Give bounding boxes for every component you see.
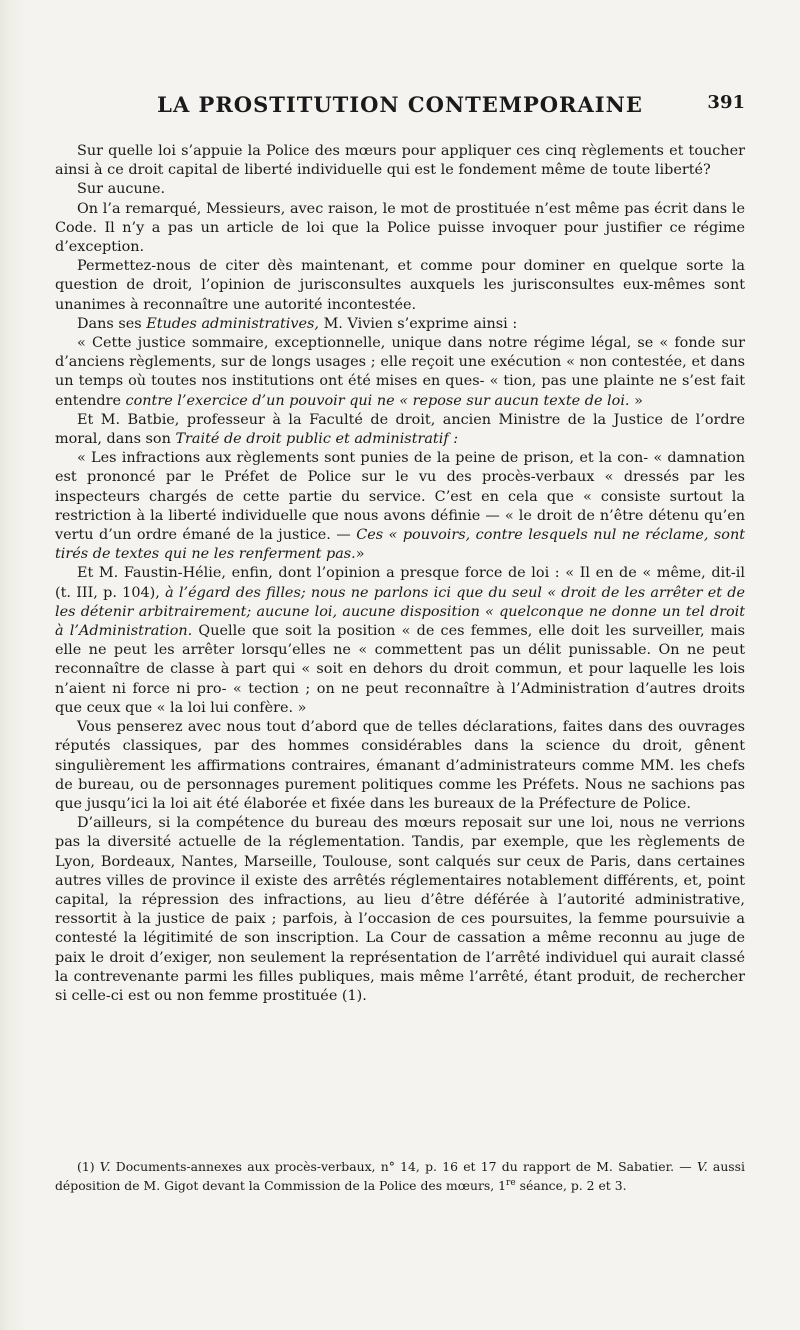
text-span: (1) xyxy=(77,1159,100,1174)
text-span: Quelle que soit la position « de ces femmes, elle doit les surveiller, mais elle ne peut les arrêter lorsqu’elles ne « commettent pas un délit punissable. On ne peut reconnaître de classe à part qui « soit en dehors du droit commun, et pour laquelle les lois n’aient ni force ni pro- « tection ; on ne peut reconnaître à l’Administration d’autres droits que ceux que « la loi lui confère. » xyxy=(55,623,745,716)
book-title: Etudes administratives, xyxy=(146,315,319,332)
superscript: re xyxy=(506,1178,516,1188)
paragraph: On l’a remarqué, Messieurs, avec raison, le mot de prostituée n’est même pas écrit dans le Code. Il n’y a pas un article de loi que la Police puisse invoquer pour justifier ce régime d’exception. xyxy=(55,200,745,256)
paragraph: Permettez-nous de citer dès maintenant, et comme pour dominer en quelque sorte la question de droit, l’opinion de jurisconsultes auxquels les jurisconsultes eux-mêmes sont unanimes à reconnaître une autorité incontestée. xyxy=(55,258,745,313)
text-span: Et M. Batbie, professeur à la Faculté de droit, ancien Ministre de la Justice de l’ordre moral, dans son xyxy=(55,411,745,448)
emphasis: Ces « pouvoirs, contre lesquels nul ne réclame, sont tirés de textes qui ne les renferment pas. xyxy=(55,527,745,563)
text-span: Et M. Faustin-Hélie, enfin, dont l’opinion a presque force de loi : « Il en de « même, dit-il (t. III, p. 104), xyxy=(55,565,745,601)
book-title: Traité de droit public et administratif : xyxy=(175,431,459,448)
text-span: Dans ses xyxy=(77,315,147,332)
text-span: « Cette justice sommaire, exceptionnelle, unique dans notre régime légal, se « fonde sur d’anciens règlements, sur de longs usages ; elle reçoit une exécution « non contestée, et dans un temps où toutes nos institutions ont été mises en ques- « tion, pas une plainte ne s’est fait entendre xyxy=(55,335,745,409)
page-header xyxy=(55,92,745,122)
paragraph: Sur aucune. xyxy=(77,181,166,198)
emphasis: contre l’exercice d’un pouvoir qui ne « repose sur aucun texte de loi. xyxy=(125,392,630,409)
abbreviation: V. xyxy=(696,1159,708,1174)
page-number: 391 xyxy=(707,92,745,113)
main-text xyxy=(55,142,745,1006)
quotation xyxy=(55,449,745,564)
text-span: M. Vivien s’exprime ainsi : xyxy=(319,315,518,332)
text-span: » xyxy=(355,546,365,563)
paragraph: Sur quelle loi s’appuie la Police des mœurs pour appliquer ces cinq règlements et toucher ainsi à ce droit capital de liberté individuelle qui est le fondement même de toute liberté? xyxy=(55,143,745,179)
text-span: Documents-annexes aux procès-verbaux, n° 14, p. 16 et 17 du rapport de M. Sabatier. — xyxy=(110,1159,697,1174)
page-binding-edge xyxy=(0,0,26,1330)
emphasis: à l’égard des filles; nous ne parlons ici que du seul « droit de les arrêter et de les détenir arbitrairement; aucune loi, aucune disposition « quelconque ne donne un tel droit à l’Administration. xyxy=(55,584,745,640)
paragraph: Vous penserez avec nous tout d’abord que de telles déclarations, faites dans des ouvrages réputés classiques, par des hommes considérables dans la science du droit, gênent singulièrement les affirmations contraires, émanant d’administrateurs comme MM. les chefs de bureau, ou de personnages purement politiques comme les Préfets. Nous ne sachions pas que jusqu’ici la loi ait été élaborée et fixée dans les bureaux de la Préfecture de Police. xyxy=(55,719,745,812)
footnote xyxy=(55,1159,745,1194)
text-span: aussi déposition de M. Gigot devant la Commission de la Police des mœurs, 1 xyxy=(55,1159,745,1194)
running-title: LA PROSTITUTION CONTEMPORAINE xyxy=(157,92,643,117)
footnote-text xyxy=(55,1159,745,1194)
text-span: » xyxy=(629,392,643,409)
text-span: séance, p. 2 et 3. xyxy=(515,1178,627,1194)
paragraph xyxy=(55,315,745,334)
abbreviation: V. xyxy=(99,1159,111,1174)
quotation xyxy=(55,334,745,411)
text-span: « Les infractions aux règlements sont punies de la peine de prison, et la con- « damnation est prononcé par le Préfet de Police sur le vu des procès-verbaux « dressés par les inspecteurs chargés de cette partie du service. C’est en cela que « consiste surtout la restriction à la liberté individuelle que nous avons définie — « le droit de n’être détenu qu’en vertu d’un ordre émané de la justice. — xyxy=(55,450,745,544)
paragraph: D’ailleurs, si la compétence du bureau des mœurs reposait sur une loi, nous ne verrions pas la diversité actuelle de la réglementation. Tandis, par exemple, que les règlements de Lyon, Bordeaux, Nantes, Marseille, Toulouse, sont calqués sur ceux de Paris, dans certaines autres villes de province il existe des arrêtés réglementaires notablement différents, et, point capital, la répression des infractions, au lieu d’être déférée à l’autorité administrative, ressortit à la justice de paix ; parfois, à l’occasion de ces poursuites, la femme poursuivie a contesté la légitimité de son inscription. La Cour de cassation a même reconnu au juge de paix le droit d’exiger, non seulement la représentation de l’arrêté individuel qui aurait classé la contrevenante parmi les filles publiques, mais même l’arrêté, étant produit, de rechercher si celle-ci est ou non femme prostituée (1). xyxy=(55,815,745,1004)
paragraph xyxy=(55,564,745,718)
paragraph xyxy=(55,411,745,449)
